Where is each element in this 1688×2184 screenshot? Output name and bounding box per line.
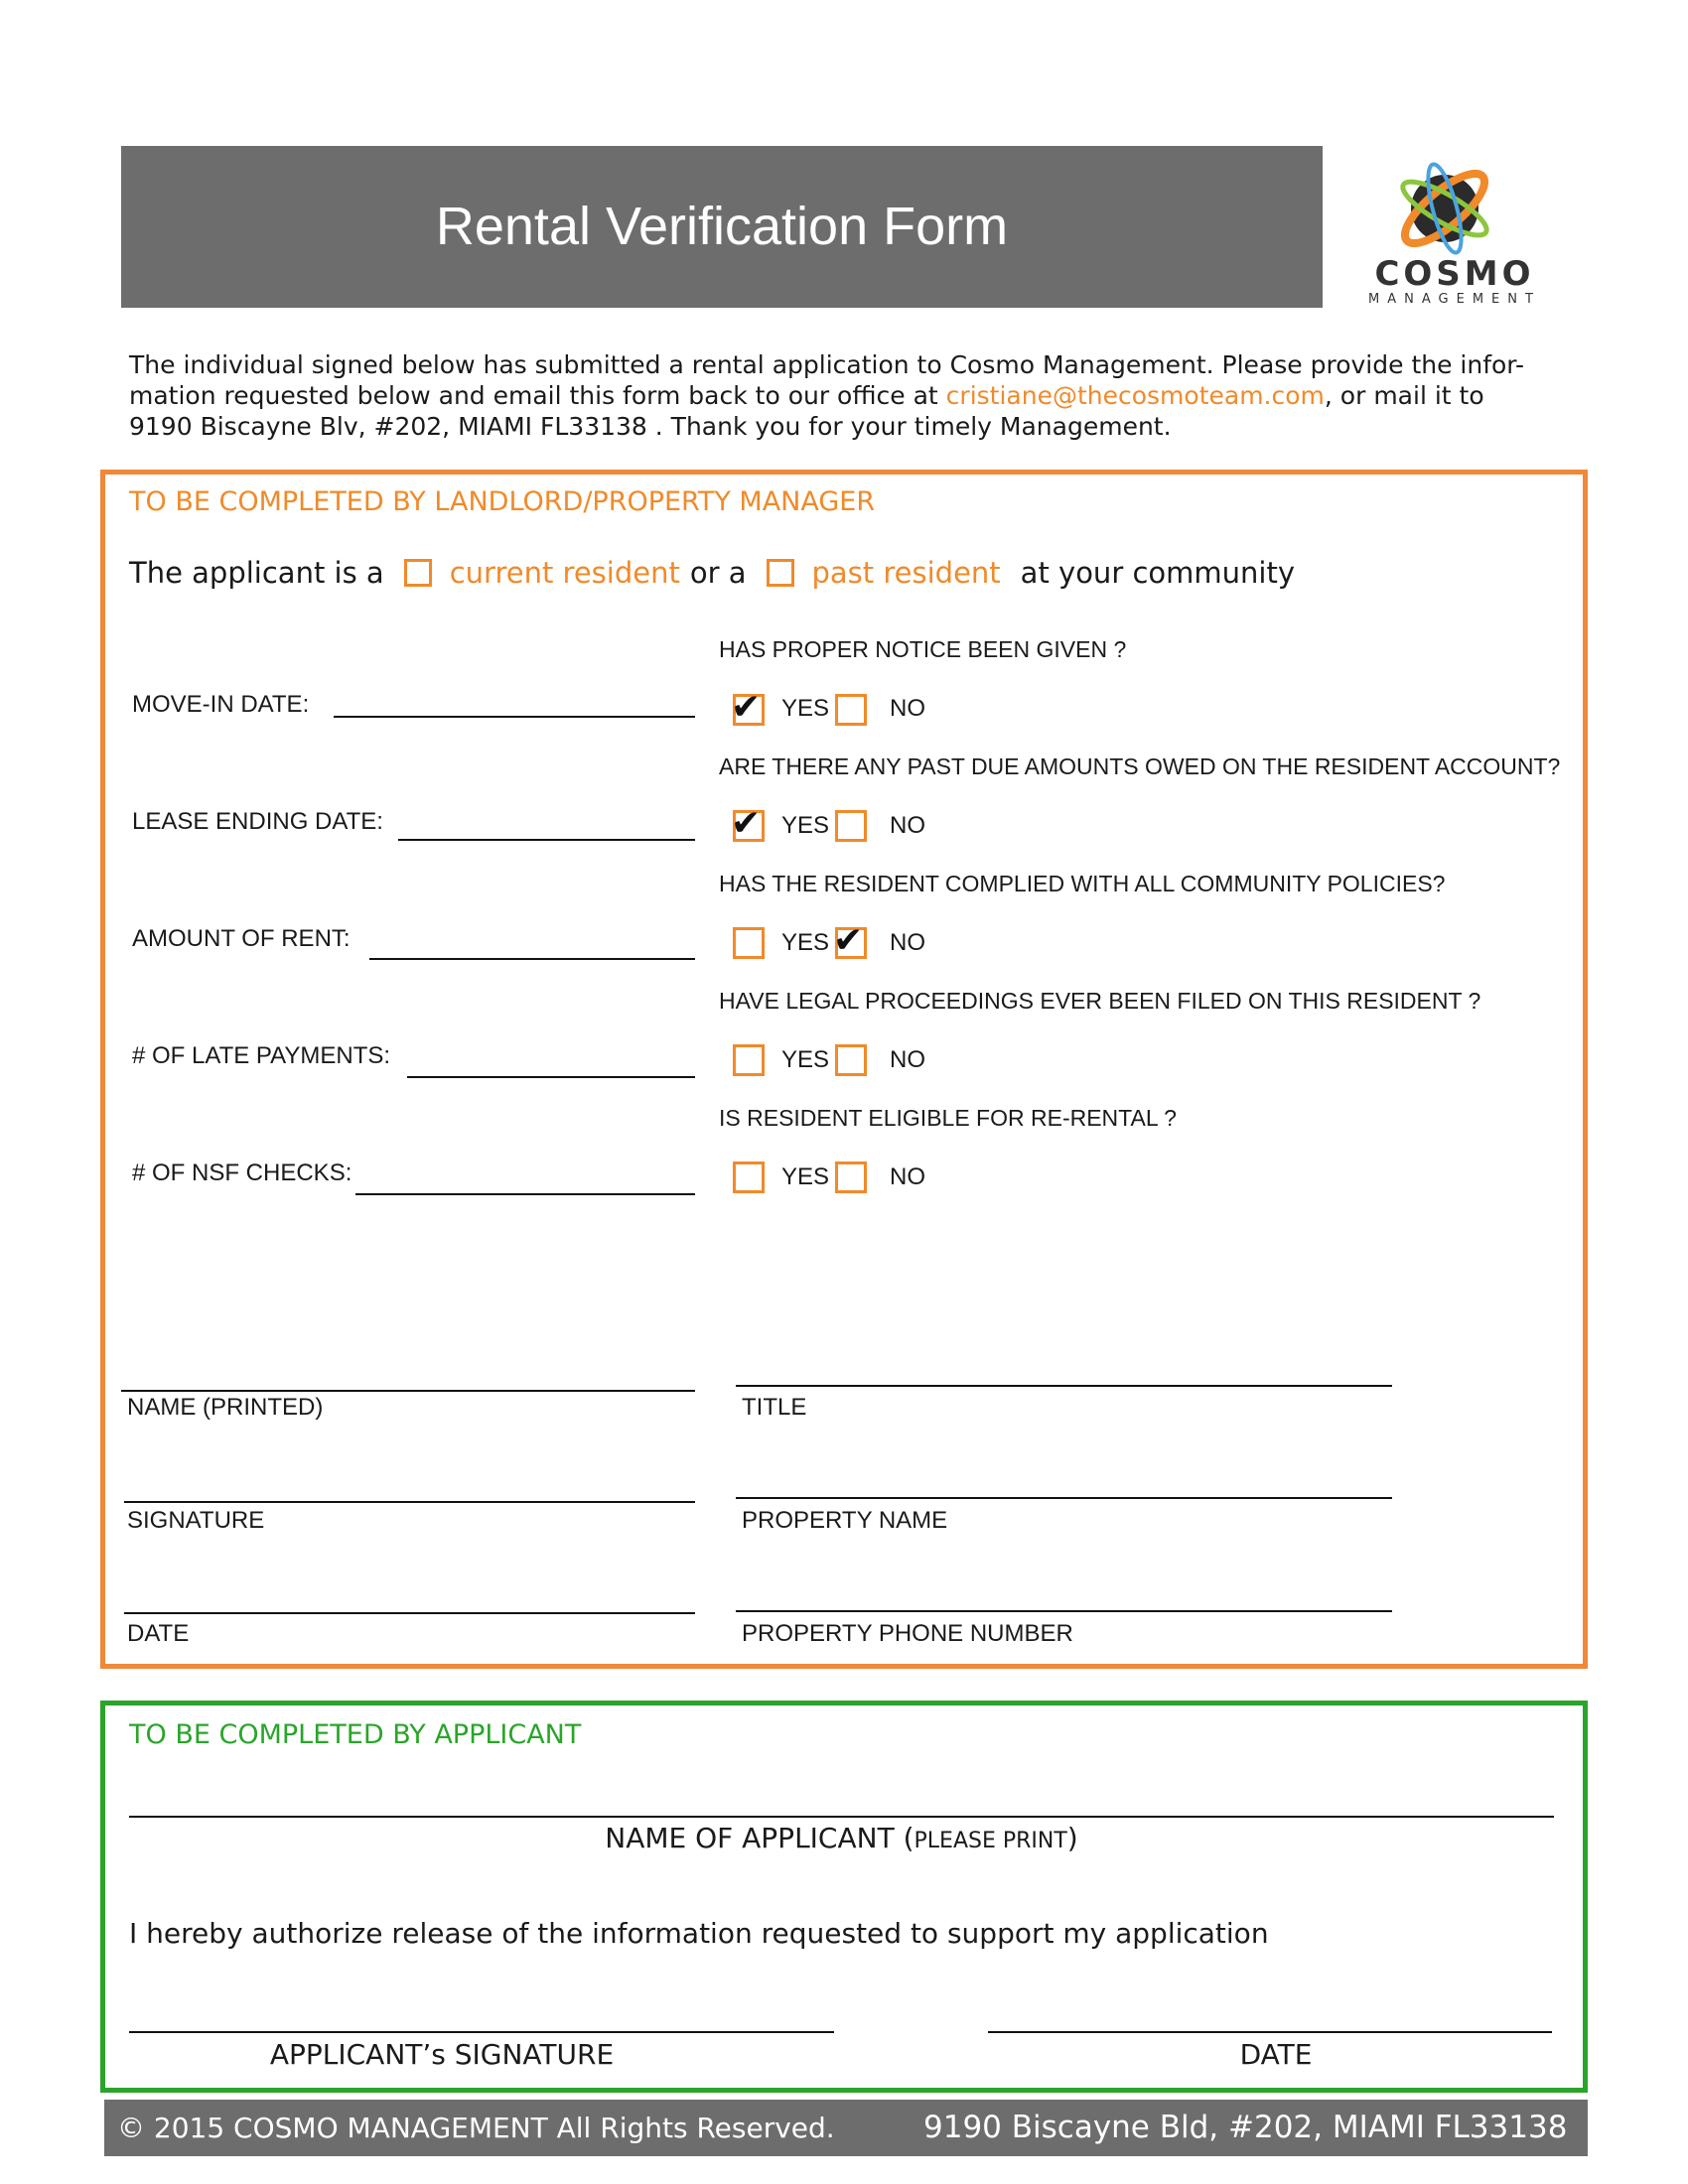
applicant-date-label: DATE (1239, 2038, 1313, 2071)
applicant-name-field[interactable] (129, 1816, 1554, 1818)
lease-ending-date-label: LEASE ENDING DATE: (132, 808, 383, 835)
resident-status-row (129, 556, 1295, 590)
intro-line-2-pre: mation requested below and email this form back to our office at (129, 381, 946, 410)
intro-line-2-post: , or mail it to (1324, 381, 1484, 410)
move-in-date-field[interactable] (334, 716, 695, 718)
legal-no-label: NO (890, 1046, 925, 1073)
late-payments-label: # OF LATE PAYMENTS: (132, 1042, 391, 1069)
current-resident-checkbox[interactable] (404, 559, 432, 587)
landlord-section-title: TO BE COMPLETED BY LANDLORD/PROPERTY MANAGER (129, 486, 876, 517)
question-complied-policies: HAS THE RESIDENT COMPLIED WITH ALL COMMUNITY POLICIES? (719, 871, 1446, 896)
proper-notice-yes-label: YES (781, 695, 830, 722)
property-phone-field[interactable] (736, 1610, 1392, 1612)
signature-field[interactable] (124, 1501, 695, 1503)
applicant-section-box (100, 1701, 1588, 2093)
title-field[interactable] (736, 1385, 1392, 1387)
name-printed-field[interactable] (121, 1390, 695, 1392)
intro-line-3: 9190 Biscayne Blv, #202, MIAMI FL33138 . Thank you for your timely Management. (129, 412, 1172, 441)
office-email-link[interactable]: cristiane@thecosmoteam.com (945, 381, 1325, 410)
form-title: Rental Verification Form (435, 197, 1009, 256)
legal-yes-checkbox[interactable] (733, 1044, 765, 1076)
applicant-section-title: TO BE COMPLETED BY APPLICANT (129, 1719, 582, 1750)
applicant-name-label (129, 1822, 1554, 1854)
logo-wordmark: COSMO (1374, 254, 1535, 294)
nsf-checks-field[interactable] (355, 1193, 695, 1195)
applicant-signature-label: APPLICANT’s SIGNATURE (269, 2038, 615, 2071)
applicant-is-label: The applicant is a (129, 556, 384, 590)
date-label: DATE (127, 1620, 190, 1647)
amount-of-rent-label: AMOUNT OF RENT: (132, 925, 351, 952)
legal-yes-label: YES (781, 1046, 830, 1073)
question-past-due: ARE THERE ANY PAST DUE AMOUNTS OWED ON THE RESIDENT ACCOUNT? (719, 753, 1561, 779)
footer-address: 9190 Biscayne Bld, #202, MIAMI FL33138 (923, 2110, 1568, 2145)
or-a-label: or a (689, 556, 747, 590)
intro-paragraph (129, 349, 1559, 442)
at-community-label: at your community (1020, 556, 1295, 590)
applicant-name-label-close: ) (1066, 1822, 1078, 1854)
amount-of-rent-field[interactable] (369, 958, 695, 960)
property-phone-label: PROPERTY PHONE NUMBER (742, 1620, 1073, 1647)
re-rental-no-label: NO (890, 1163, 925, 1190)
proper-notice-no-checkbox[interactable] (835, 694, 867, 726)
re-rental-no-checkbox[interactable] (835, 1161, 867, 1193)
move-in-date-label: MOVE-IN DATE: (132, 691, 310, 718)
footer-copyright: © 2015 COSMO MANAGEMENT All Rights Reserved. (117, 2112, 835, 2144)
title-label: TITLE (742, 1394, 807, 1421)
past-due-yes-label: YES (781, 812, 830, 839)
complied-yes-checkbox[interactable] (733, 927, 765, 959)
question-re-rental: IS RESIDENT ELIGIBLE FOR RE-RENTAL ? (719, 1105, 1177, 1131)
check-mark-icon: ✔ (731, 687, 762, 728)
name-printed-label: NAME (PRINTED) (127, 1394, 324, 1421)
property-name-field[interactable] (736, 1497, 1392, 1499)
cosmo-logo-icon (1390, 154, 1499, 263)
check-mark-icon: ✔ (833, 920, 864, 961)
complied-yes-label: YES (781, 929, 830, 956)
applicant-signature-field[interactable] (129, 2031, 834, 2033)
applicant-name-label-text: NAME OF APPLICANT ( (605, 1822, 914, 1854)
check-mark-icon: ✔ (731, 803, 762, 844)
proper-notice-no-label: NO (890, 695, 925, 722)
intro-line-1: The individual signed below has submitted a rental application to Cosmo Management. Please provide the infor- (129, 350, 1525, 379)
re-rental-yes-checkbox[interactable] (733, 1161, 765, 1193)
question-proper-notice: HAS PROPER NOTICE BEEN GIVEN ? (719, 636, 1127, 662)
re-rental-yes-label: YES (781, 1163, 830, 1190)
signature-label: SIGNATURE (127, 1507, 265, 1534)
past-resident-label: past resident (811, 556, 1001, 590)
please-print-label: PLEASE PRINT (914, 1829, 1067, 1853)
question-legal-proceedings: HAVE LEGAL PROCEEDINGS EVER BEEN FILED ON THIS RESIDENT ? (719, 988, 1481, 1014)
authorization-text: I hereby authorize release of the information requested to support my application (129, 1917, 1269, 1950)
past-resident-checkbox[interactable] (767, 559, 794, 587)
nsf-checks-label: # OF NSF CHECKS: (132, 1160, 352, 1186)
property-name-label: PROPERTY NAME (742, 1507, 948, 1534)
late-payments-field[interactable] (407, 1076, 695, 1078)
intro-line-2 (129, 380, 1559, 411)
applicant-date-field[interactable] (988, 2031, 1552, 2033)
past-due-no-checkbox[interactable] (835, 810, 867, 842)
current-resident-label: current resident (449, 556, 680, 590)
legal-no-checkbox[interactable] (835, 1044, 867, 1076)
past-due-no-label: NO (890, 812, 925, 839)
logo-subtitle: MANAGEMENT (1368, 292, 1541, 307)
lease-ending-date-field[interactable] (398, 839, 695, 841)
date-field[interactable] (124, 1612, 695, 1614)
complied-no-label: NO (890, 929, 925, 956)
